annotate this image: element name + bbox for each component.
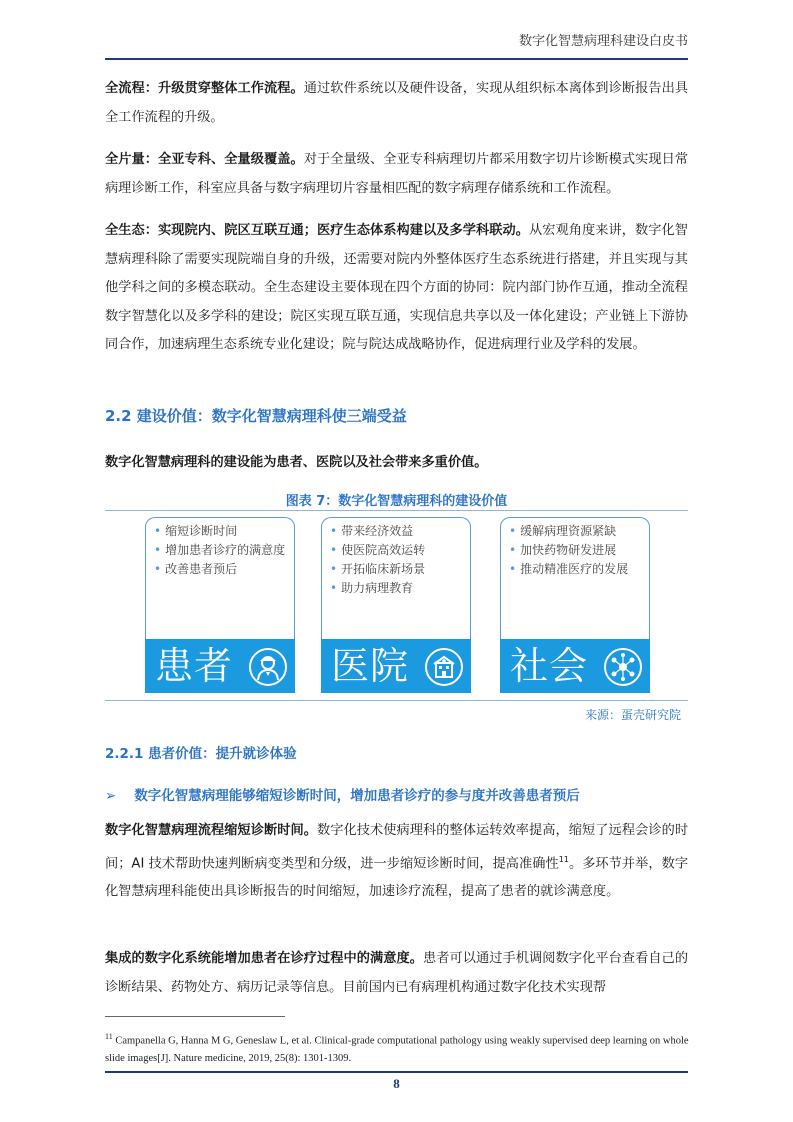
header-rule: [105, 58, 688, 60]
key-point: [105, 784, 580, 804]
card-label: 医院: [331, 644, 410, 688]
paragraph-text: 对于全量级、全亚专科病理切片都采用数字切片诊断模式实现日常病理诊断工作，科室应具备与数字病理切片容量相匹配的数字病理存储系统和工作流程。: [105, 152, 689, 196]
section-lead-sentence: 数字化智慧病理科的建设能为患者、医院以及社会带来多重价值。: [105, 455, 488, 470]
bullet-item: • 开拓临床新场景: [330, 560, 464, 579]
bullet-item: • 缩短诊断时间: [154, 522, 288, 541]
footnote-rule: [105, 1016, 285, 1017]
paragraph-full-ecosystem: [105, 217, 688, 360]
card-bullet-list: [509, 522, 643, 579]
card-label: 社会: [510, 644, 589, 688]
card-label-band: [500, 639, 650, 693]
card-bullet-list: [154, 522, 288, 579]
footnote: [105, 1028, 690, 1067]
card-bullet-box: [145, 517, 295, 639]
bullet-item: • 加快药物研发进展: [509, 541, 643, 560]
bullet-item: • 带来经济效益: [330, 522, 464, 541]
paragraph-full-slide: [105, 146, 688, 203]
figure-title: 图表 7：数字化智慧病理科的建设价值: [285, 494, 508, 509]
paragraph-lead-bold: 全片量：全亚专科、全量级覆盖。: [105, 152, 304, 167]
key-point-text: 数字化智慧病理能够缩短诊断时间，增加患者诊疗的参与度并改善患者预后: [134, 788, 580, 804]
card-label-band: [321, 639, 471, 693]
value-card-society: [500, 517, 650, 693]
page-number: 8: [393, 1076, 400, 1091]
paragraph-lead-bold: 全流程：升级贯穿整体工作流程。: [105, 81, 304, 96]
figure-bottom-rule: [105, 700, 688, 701]
bullet-item: • 助力病理教育: [330, 579, 464, 598]
paragraph-text: 。多环节并举，数字化智慧病理科能使出具诊断报告的时间缩短，加速诊疗流程，提高了患者的就诊满意度。: [105, 855, 689, 900]
network-icon: [604, 648, 642, 686]
card-label-band: [145, 639, 295, 693]
card-bullet-box: [321, 517, 471, 639]
document-header-title: 数字化智慧病理科建设白皮书: [518, 34, 688, 49]
paragraph-text: 数字化技术使病理科的整体运转效率提高，缩短了远程会诊的时间；AI 技术帮助快速判断病变类型和分级，进一步缩短诊断时间，提高准确性: [105, 823, 689, 871]
card-bullet-box: [500, 517, 650, 639]
footnote-number: 11: [105, 1032, 113, 1041]
footnote-reference[interactable]: 11: [558, 854, 569, 864]
section-heading-2-2: 2.2 建设价值：数字化智慧病理科使三端受益: [105, 407, 407, 425]
paragraph-text: 通过软件系统以及硬件设备，实现从组织标本离体到诊断报告出具全工作流程的升级。: [105, 81, 689, 125]
value-card-patient: [145, 517, 295, 693]
value-card-hospital: [321, 517, 471, 693]
paragraph-lead-bold: 数字化智慧病理流程缩短诊断时间。: [105, 823, 318, 838]
footnote-text: Campanella G, Hanna M G, Geneslaw L, et al. Clinical-grade computational pathology using weakly supervised deep learning on whole slide images[J]. Nature medicine, 2019, 25(8): 1301-1309.: [105, 1035, 689, 1064]
card-label: 患者: [155, 644, 234, 688]
bullet-item: • 改善患者预后: [154, 560, 288, 579]
hospital-building-icon: [425, 648, 463, 686]
card-bullet-list: [330, 522, 464, 598]
paragraph-satisfaction: [105, 945, 688, 1002]
figure-top-rule: [105, 510, 688, 511]
paragraph-lead-bold: 全生态：实现院内、院区互联互通；医疗生态体系构建以及多学科联动。: [105, 223, 530, 238]
bullet-item: • 使医院高效运转: [330, 541, 464, 560]
paragraph-text: 从宏观角度来讲，数字化智慧病理科除了需要实现院端自身的升级，还需要对院内外整体医疗生态系统进行搭建，并且实现与其他学科之间的多模态联动。全生态建设主要体现在四个方面的协同：院内部门协作互通，推动全流程数字智慧化以及多学科的建设；院区实现互联互通，实现信息共享以及一体化建设；产业链上下游协同合作，加速病理生态系统专业化建设；院与院达成战略协作，促进病理行业及学科的发展。: [105, 223, 688, 352]
paragraph-full-process: [105, 75, 688, 132]
paragraph-text: 患者可以通过手机调阅数字化平台查看自己的诊断结果、药物处方、病历记录等信息。目前国内已有病理机构通过数字化技术实现帮: [105, 951, 689, 995]
bullet-item: • 增加患者诊疗的满意度: [154, 541, 288, 560]
paragraph-shorten-time: [105, 817, 688, 907]
arrow-bullet-icon: ➢: [105, 788, 117, 804]
figure-source: 来源：蛋壳研究院: [584, 708, 681, 722]
section-heading-2-2-1: 2.2.1 患者价值：提升就诊体验: [105, 746, 297, 762]
bullet-item: • 缓解病理资源紧缺: [509, 522, 643, 541]
footer-rule: [105, 1071, 688, 1073]
paragraph-lead-bold: 集成的数字化系统能增加患者在诊疗过程中的满意度。: [105, 951, 424, 966]
doctor-icon: [249, 648, 287, 686]
bullet-item: • 推动精准医疗的发展: [509, 560, 643, 579]
